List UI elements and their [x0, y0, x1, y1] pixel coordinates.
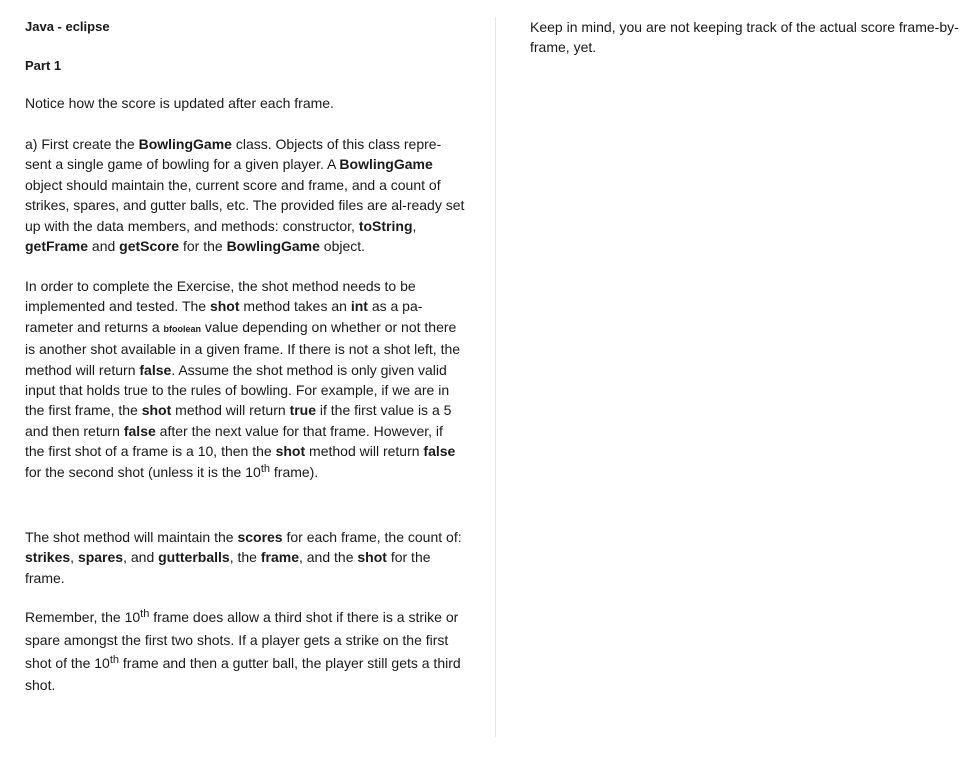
- keyword-boolean: bfoolean: [163, 323, 202, 334]
- notice-paragraph: Notice how the score is updated after each frame.: [25, 95, 334, 111]
- right-column: [530, 17, 962, 58]
- paragraph-shot-maintains: The shot method will maintain the scores for each frame, the count of: strikes, spares, and gutterballs, the frame, and the shot for the frame.: [25, 529, 462, 586]
- paragraph-a-bowlinggame-class: a) First create the BowlingGame class. Objects of this class repre-sent a single game of bowling for a given player. A BowlingGame object should maintain the, current score and frame, and a count of strikes, spares, and gutter balls, etc. The provided files are al-ready set up with the data members, and methods: constructor, toString, getFrame and getScore for the BowlingGame object.: [25, 136, 465, 255]
- method-name-getscore: getScore: [119, 238, 180, 255]
- keyword-false: false: [123, 422, 156, 439]
- class-name-bowlinggame: BowlingGame: [339, 156, 433, 173]
- keyword-shot: shot: [141, 402, 172, 419]
- keyword-shot: shot: [209, 298, 240, 315]
- keyword-strikes: strikes: [25, 549, 71, 566]
- method-name-tostring: toString: [358, 217, 413, 234]
- class-name-bowlinggame: BowlingGame: [138, 136, 232, 152]
- ordinal-superscript: th: [140, 608, 150, 620]
- keyword-shot: shot: [357, 549, 387, 566]
- keyword-true: true: [289, 402, 317, 419]
- ordinal-superscript: th: [260, 462, 270, 475]
- paragraph-shot-method: In order to complete the Exercise, the shot method needs to be implemented and tested. The shot method takes an int as a pa-rameter and returns a bfoolean value depending on whether or not there is another shot available in a given frame. If there is not a shot left, the method will return false. Assume the shot method is only given valid input that holds true to the rules of bowling. For example, if we are in the first frame, the shot method will return true if the first value is a 5 and then return false after the next value for that frame. However, if the first shot of a frame is a 10, then the shot method will return false for the second shot (unless it is the 10th frame).: [25, 278, 461, 480]
- keyword-gutterballs: gutterballs: [158, 549, 230, 566]
- paragraph-tenth-frame: Remember, the 10th frame does allow a third shot if there is a strike or spare amongst the first two shots. If a player gets a strike on the first shot of the 10th frame and then a gutter ball, the player still gets a third shot.: [25, 608, 461, 694]
- method-name-getframe: getFrame: [25, 238, 89, 255]
- keyword-scores: scores: [237, 529, 283, 545]
- class-name-bowlinggame: BowlingGame: [226, 238, 320, 255]
- keyword-int: int: [350, 298, 368, 315]
- ordinal-superscript: th: [109, 653, 120, 666]
- keyword-spares: spares: [77, 549, 124, 566]
- document-title: Java - eclipse: [25, 19, 110, 34]
- keyword-false: false: [423, 443, 456, 460]
- keyword-frame: frame: [260, 549, 299, 566]
- column-divider: [495, 17, 496, 737]
- part-heading: Part 1: [25, 58, 62, 73]
- keyword-false: false: [139, 361, 172, 378]
- keyword-shot: shot: [275, 443, 306, 460]
- right-note-paragraph: Keep in mind, you are not keeping track of the actual score frame-by-frame, yet.: [530, 19, 959, 56]
